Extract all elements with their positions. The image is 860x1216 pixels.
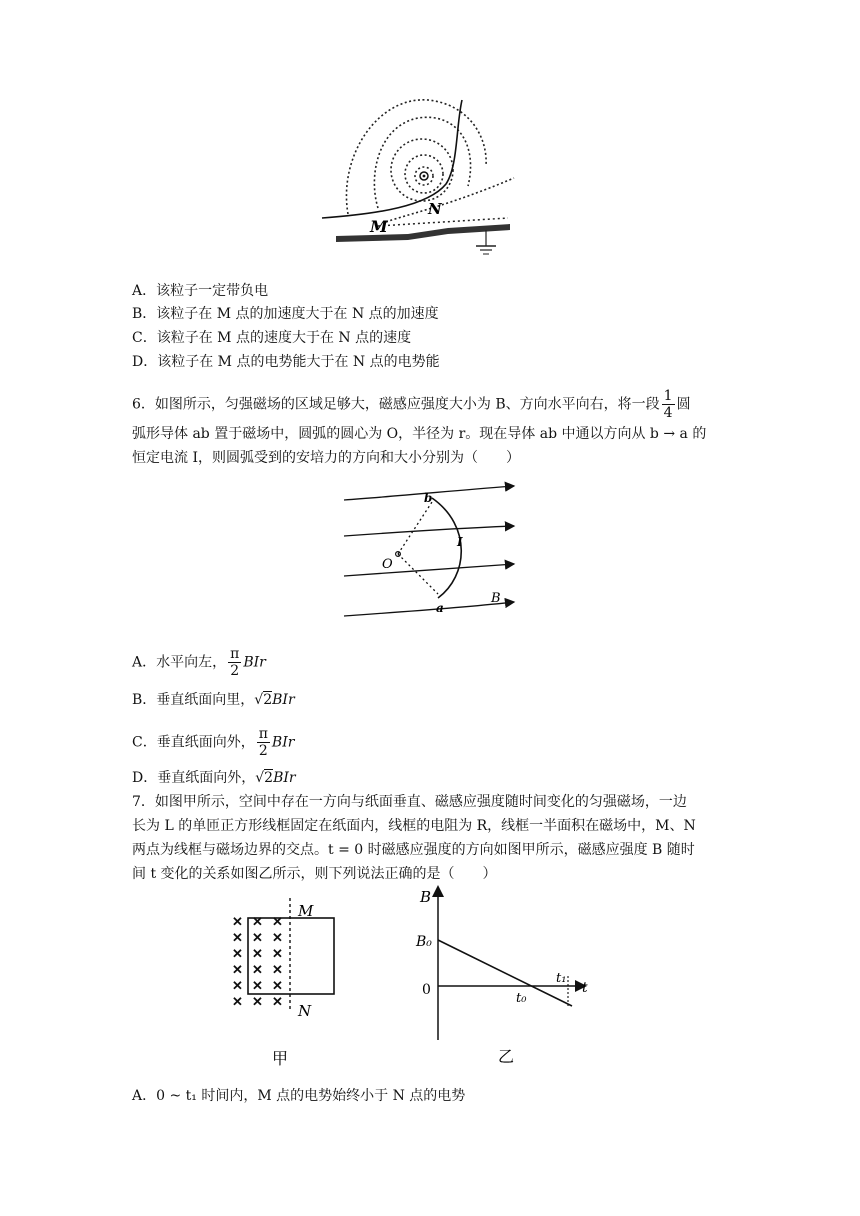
q7-stem-line2: 长为 L 的单匝正方形线框固定在纸面内，线框的电阻为 R，线框一半面积在磁场中，M、N [132,818,696,834]
fraction-numerator: 1 [663,388,673,404]
figure-field-lines [318,96,518,266]
ground-plate [336,224,510,242]
q5-option-d: D．该粒子在 M 点的电势能大于在 N 点的电势能 [132,354,440,370]
figure-jia-caption: 甲 [272,1049,289,1068]
fraction-numerator: π [258,726,268,742]
sqrt-symbol: √ [255,770,265,786]
field-lines [344,486,514,616]
q6-option-b [132,690,295,710]
svg-text:✕: ✕ [272,915,283,930]
fraction-denominator: 2 [230,663,240,679]
t-axis-label: t [582,980,588,996]
q6-option-a-text: A．水平向左， [132,654,227,671]
q6-option-c [132,726,294,759]
svg-text:✕: ✕ [252,979,263,994]
sqrt-symbol: √ [254,692,264,708]
svg-text:✕: ✕ [252,947,263,962]
figure-jia [226,894,346,1074]
point-a-label: a [436,601,444,615]
q5-option-a: A．该粒子一定带负电 [132,283,269,299]
q7-stem-line3: 两点为线框与磁场边界的交点。t = 0 时磁感应强度的方向如图甲所示，磁感应强度 B 随时 [132,842,695,858]
q6-option-c-text: C．垂直纸面向外， [132,734,255,751]
q6-stem-line1-text: 6．如图所示，匀强磁场的区域足够大，磁感应强度大小为 B、方向水平向右，将一段 [132,396,660,413]
svg-text:✕: ✕ [252,915,263,930]
q5-option-c: C．该粒子在 M 点的速度大于在 N 点的速度 [132,330,412,346]
b0-label: B₀ [416,934,432,950]
b-t-line [438,940,572,1006]
t0-label: t₀ [516,991,527,1006]
figure-arc-in-field [340,476,520,624]
svg-text:✕: ✕ [232,979,243,994]
fraction-denominator: 2 [258,743,268,759]
fraction-denominator: 4 [663,405,673,421]
q7-stem-line4: 间 t 变化的关系如图乙所示，则下列说法正确的是（ ） [132,866,497,882]
svg-text:✕: ✕ [232,995,243,1010]
field-b-label: B [491,591,501,606]
pi-over-2 [257,726,270,759]
svg-text:✕: ✕ [232,915,243,930]
svg-text:✕: ✕ [252,931,263,946]
q6-option-d-expr: BIr [273,770,296,786]
q7-option-a: A．0 ~ t₁ 时间内，M 点的电势始终小于 N 点的电势 [132,1088,466,1104]
origin-label: 0 [422,982,431,998]
center-o-label: O [382,557,393,572]
q6-stem-line2: 弧形导体 ab 置于磁场中，圆弧的圆心为 O，半径为 r。现在导体 ab 中通以方向从 b → a 的 [132,426,707,442]
q6-option-a-expr: BIr [243,654,266,671]
svg-text:✕: ✕ [232,963,243,978]
svg-text:✕: ✕ [232,931,243,946]
point-n-label: N [298,1002,312,1020]
q6-quarter-fraction [662,388,675,421]
q7-stem-line1: 7．如图甲所示，空间中存在一方向与纸面垂直、磁感应强度随时间变化的匀强磁场，一边 [132,794,687,810]
q6-option-a [132,646,266,679]
svg-text:✕: ✕ [272,947,283,962]
svg-text:✕: ✕ [252,963,263,978]
fraction-numerator: π [230,646,240,662]
q6-option-d [132,768,296,788]
q6-option-d-text: D．垂直纸面向外， [132,770,256,786]
q5-option-b: B．该粒子在 M 点的加速度大于在 N 点的加速度 [132,306,439,322]
b-axis-label: B [420,888,432,906]
field-crosses [232,915,283,1010]
q6-stem-line1 [132,388,691,421]
q6-option-b-expr: BIr [272,692,295,708]
point-b-label: b [424,491,433,505]
q6-stem-line3: 恒定电流 I，则圆弧受到的安培力的方向和大小分别为（ ） [132,450,520,466]
q6-option-b-text: B．垂直纸面向里， [132,692,255,708]
figure-yi-caption: 乙 [498,1047,515,1064]
pi-over-2 [228,646,241,679]
sqrt-radicand: 2 [263,692,273,708]
q6-stem-line1-end: 圆 [676,396,691,413]
svg-text:✕: ✕ [252,995,263,1010]
figure-yi [414,882,614,1064]
svg-text:✕: ✕ [232,947,243,962]
svg-text:✕: ✕ [272,931,283,946]
q6-option-c-expr: BIr [271,734,295,751]
svg-text:✕: ✕ [272,995,283,1010]
sqrt-radicand: 2 [264,770,274,786]
point-m-label: M [370,217,388,236]
svg-text:✕: ✕ [272,979,283,994]
svg-text:✕: ✕ [272,963,283,978]
point-m-label: M [298,902,314,920]
point-n-label: N [428,200,442,218]
t1-label: t₁ [556,971,567,986]
current-i-label: I [457,535,463,549]
